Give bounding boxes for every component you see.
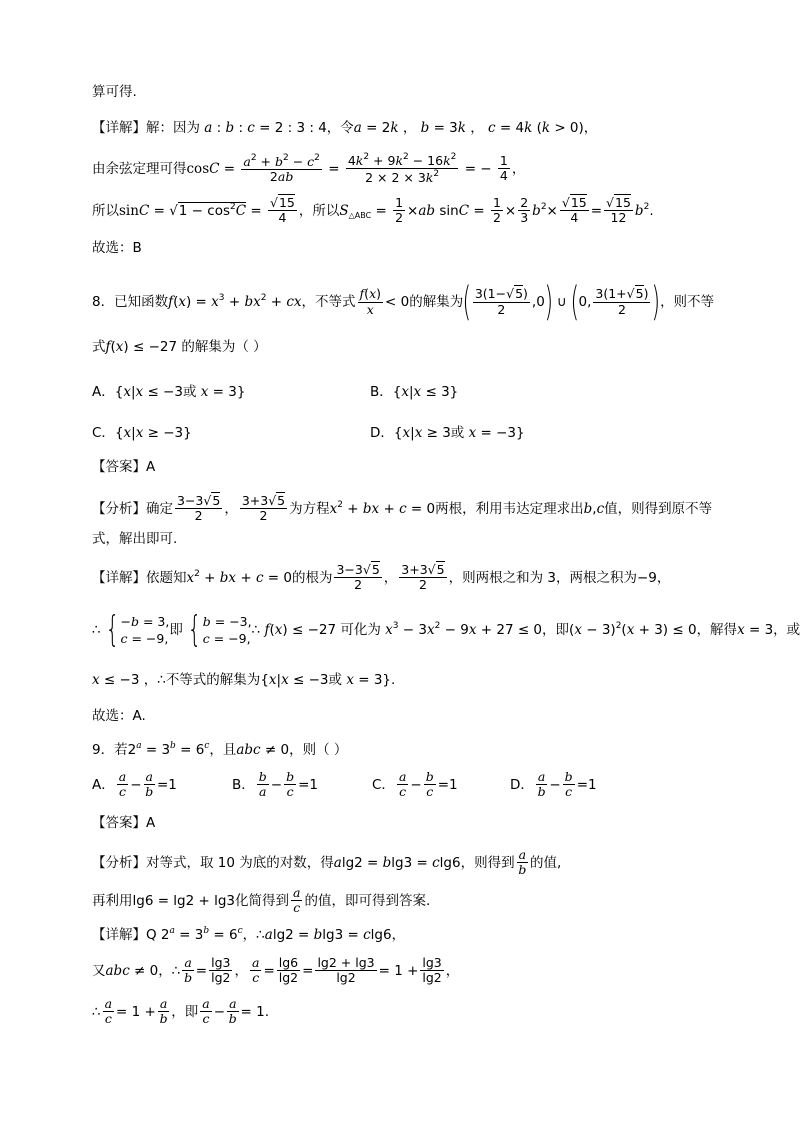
analysis-line-2: 式，解出即可.: [92, 531, 178, 547]
sine-line: 所以$\sin C = √1 - \cos^2C$ = $\frac{√15}{4}$ ，所以$S_{\triangle ABC}$ = $\frac{1}{2}$ ×ab sinC = $\frac{1}{2}$ × $\frac{2}{3}$ $b^2\times$ $\frac{√15}{4}$ = $\frac{√15}{12}$ $b^2$.: [92, 195, 654, 226]
analysis-line: 【分析】确定 $\frac{3-3√5}{2}$ ， $\frac{3+3√5}{2}$ 为方程$x^2$ + bx + c = 0两根，利用韦达定理求出b,c值，则得到原不等: [92, 493, 713, 524]
choose-line-8: 故选：A.: [92, 708, 146, 724]
text-line: 算可得.: [92, 84, 137, 100]
detail-line-9b: 又abc ≠ 0，∴ $\frac{a}{b}$ = $\frac{\lg 3}{\lg 2}$ ， $\frac{a}{c}$ = $\frac{\lg 6}{\lg 2}$ = $\frac{\lg 2 + \lg 3}{\lg 2}$ = 1 + $\frac{\lg 3}{\lg 2}$ ，: [92, 955, 460, 986]
question-8: 8．已知函数$f(x) = x^3 + bx^2$ + cx，不等式 $\frac{f(x)}{x}$ < 0的解集为( $\frac{3(1-√5)}{2}$ ,0) ∪ (0, $\frac{3(1+√5)}{2}$ )，则不等: [92, 279, 715, 325]
option-c-9[interactable]: C． $\frac{a}{c}$ − $\frac{b}{c}$ =1: [372, 769, 458, 800]
option-c[interactable]: C．{x|x ≥ −3}: [92, 425, 192, 441]
cosine-line: 由余弦定理可得cosC = $\frac{a^2 + b^2 - c^2}{2ab}$ = $\frac{4k^2 + 9k^2 - 16k^2}{2 \times 2 \times 3k^2}$ = − $\frac{1}{4}$ ，: [92, 152, 526, 186]
option-b-9[interactable]: B． $\frac{b}{a}$ − $\frac{b}{c}$ =1: [232, 769, 319, 800]
option-a[interactable]: A．{x|x ≤ −3或 x = 3}: [92, 384, 246, 400]
choose-line: 故选：B: [92, 240, 142, 256]
answer-line: 【答案】A: [92, 459, 156, 475]
option-a-9[interactable]: A． $\frac{a}{c}$ − $\frac{a}{b}$ =1: [92, 769, 177, 800]
detail-line-8: 【详解】依题知$x^2$ + bx + c = 0的根为 $\frac{3-3√5}{2}$ ， $\frac{3+3√5}{2}$ ，则两根之和为 3，两根之积为−9，: [92, 562, 671, 593]
option-d[interactable]: D．{x|x ≥ 3或 x = −3}: [370, 425, 525, 441]
detail-line-8b: ∴ { −b = 3, c = −9,即 { b = −3, c = −9,∴ f(x) ≤ −27 可化为 $x^3 - 3x^2 - 9x + 27 \le 0$，即$(x - 3)^2(x + 3) \le 0$，解得x = 3，或: [92, 609, 800, 650]
question-8-cont: 式f(x) ≤ −27 的解集为（ ）: [92, 339, 267, 355]
detail-line-9: 【详解】Q $2^a = 3^b = 6^c$，∴alg2 = blg3 = clg6，: [92, 926, 406, 943]
analysis-line-9: 【分析】对等式，取 10 为底的对数，得alg2 = blg3 = clg6，则得到 $\frac{a}{b}$ 的值,: [92, 847, 562, 878]
detail-line: 【详解】解：因为 a : b : c = 2 : 3 : 4，令a = 2k ， b = 3k ， c = 4k (k > 0)，: [92, 120, 598, 136]
question-9: 9．若$2^a = 3^b = 6^c$，且abc ≠ 0，则（ ）: [92, 741, 348, 758]
detail-tag: 【详解】: [92, 120, 146, 136]
detail-line-8c: x ≤ −3 ，∴不等式的解集为{x|x ≤ −3或 x = 3}.: [92, 672, 396, 688]
detail-line-9c: ∴ $\frac{a}{c}$ = 1 + $\frac{a}{b}$ ，即 $\frac{a}{c}$ − $\frac{a}{b}$ = 1.: [92, 996, 269, 1027]
answer-line-9: 【答案】A: [92, 815, 156, 831]
option-d-9[interactable]: D． $\frac{a}{b}$ − $\frac{b}{c}$ =1: [510, 769, 597, 800]
analysis-line-9b: 再利用lg6 = lg2 + lg3化简得到 $\frac{a}{c}$ 的值，即可得到答案.: [92, 885, 431, 916]
option-b[interactable]: B．{x|x ≤ 3}: [370, 384, 459, 400]
